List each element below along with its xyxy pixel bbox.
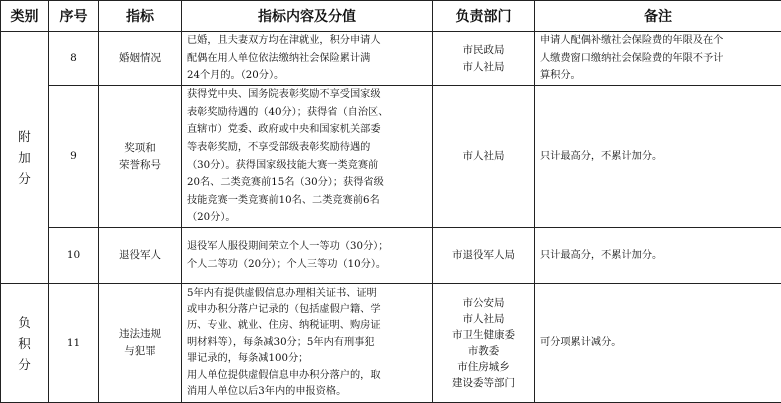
content-line: 24个月的。（20分）。	[187, 67, 426, 85]
content-line: 20名、二类竞赛前15名（30分）；获得省级	[187, 174, 426, 192]
department-line: 建设委等部门	[433, 375, 534, 391]
content-line: 配偶在用人单位依法缴纳社会保险累计满	[187, 50, 426, 68]
table-row	[1, 228, 781, 284]
content-line: 技能竞赛一类竞赛前10名、二类竞赛前6名	[187, 192, 426, 210]
content-line: 用人单位提供虚假信息申办积分落户的，取	[187, 368, 426, 384]
remark-cell	[535, 32, 781, 86]
content-line: 个人二等功（20分）；个人三等功（10分）。	[187, 256, 426, 274]
department-cell	[433, 284, 535, 403]
remark-line: 申请人配偶补缴社会保险费的年限及在个	[540, 32, 776, 50]
content-cell	[182, 32, 433, 86]
department-line: 市退役军人局	[433, 247, 534, 264]
indicator-cell	[99, 228, 182, 284]
indicator-line: 婚姻情况	[99, 50, 181, 67]
category-char: 分	[1, 354, 48, 375]
indicator-line: 荣誉称号	[99, 157, 181, 174]
category-char: 积	[1, 333, 48, 354]
department-line: 市人社局	[433, 148, 534, 165]
content-line: （30分）。获得国家级技能大赛一类竞赛前	[187, 157, 426, 175]
header-category: 类别	[1, 1, 49, 32]
indicator-line: 违法违规	[99, 326, 181, 343]
remark-line: 算积分。	[540, 67, 776, 85]
department-line: 市卫生健康委	[433, 327, 534, 343]
content-cell	[182, 284, 433, 403]
remark-line: 人缴费窗口缴纳社会保险费的年限不予计	[540, 50, 776, 68]
content-line: （20分）。	[187, 209, 426, 227]
content-line: 5年内有提供虚假信息办理相关证书、证明	[187, 286, 426, 302]
indicator-cell	[99, 86, 182, 228]
remark-cell	[535, 228, 781, 284]
table-row	[1, 86, 781, 228]
header-indicator: 指标	[99, 1, 182, 32]
department-line: 市人社局	[433, 311, 534, 327]
content-line: 退役军人服役期间荣立个人一等功（30分）；	[187, 238, 426, 256]
department-line: 市公安局	[433, 295, 534, 311]
header-remark: 备注	[535, 1, 781, 32]
content-line: 表彰奖励待遇的（40分）；获得省（自治区、	[187, 104, 426, 122]
header-content: 指标内容及分值	[182, 1, 433, 32]
category-bonus	[1, 32, 49, 284]
content-line: 已婚，且夫妻双方均在津就业，积分申请人	[187, 32, 426, 50]
department-cell	[433, 32, 535, 86]
remark-line: 只计最高分，不累计加分。	[540, 247, 776, 265]
seq-cell: 11	[49, 284, 99, 403]
table-row	[1, 32, 781, 86]
department-line: 市住房城乡	[433, 359, 534, 375]
indicator-line: 与犯罪	[99, 343, 181, 360]
header-row	[1, 1, 781, 32]
remark-cell	[535, 86, 781, 228]
category-char: 负	[1, 312, 48, 333]
category-char: 附	[1, 126, 48, 147]
header-department: 负责部门	[433, 1, 535, 32]
category-char: 加	[1, 147, 48, 168]
content-line: 获得党中央、国务院表彰奖励不享受国家级	[187, 86, 426, 104]
indicator-line: 退役军人	[99, 247, 181, 264]
content-line: 直辖市）党委、政府或中央和国家机关部委	[187, 121, 426, 139]
category-penalty	[1, 284, 49, 403]
seq-cell: 10	[49, 228, 99, 284]
department-cell	[433, 86, 535, 228]
department-line: 市教委	[433, 343, 534, 359]
content-line: 消用人单位以后3年内的申报资格。	[187, 384, 426, 400]
indicator-line: 奖项和	[99, 140, 181, 157]
category-char: 分	[1, 168, 48, 189]
content-cell	[182, 228, 433, 284]
seq-cell: 9	[49, 86, 99, 228]
department-line: 市人社局	[433, 59, 534, 76]
indicator-cell	[99, 284, 182, 403]
remark-cell	[535, 284, 781, 403]
content-line: 明材料等），每条减30分；5年内有刑事犯	[187, 335, 426, 351]
content-line: 罪记录的，每条减100分；	[187, 351, 426, 367]
department-line: 市民政局	[433, 42, 534, 59]
seq-cell: 8	[49, 32, 99, 86]
header-seq: 序号	[49, 1, 99, 32]
indicator-cell	[99, 32, 182, 86]
department-cell	[433, 228, 535, 284]
content-cell	[182, 86, 433, 228]
table-row	[1, 284, 781, 403]
remark-line: 可分项累计减分。	[540, 334, 776, 352]
content-line: 等表彰奖励，不享受部级表彰奖励待遇的	[187, 139, 426, 157]
content-line: 历、专业、就业、住房、纳税证明、购房证	[187, 318, 426, 334]
content-line: 或申办积分落户记录的（包括虚假户籍、学	[187, 302, 426, 318]
remark-line: 只计最高分，不累计加分。	[540, 148, 776, 166]
